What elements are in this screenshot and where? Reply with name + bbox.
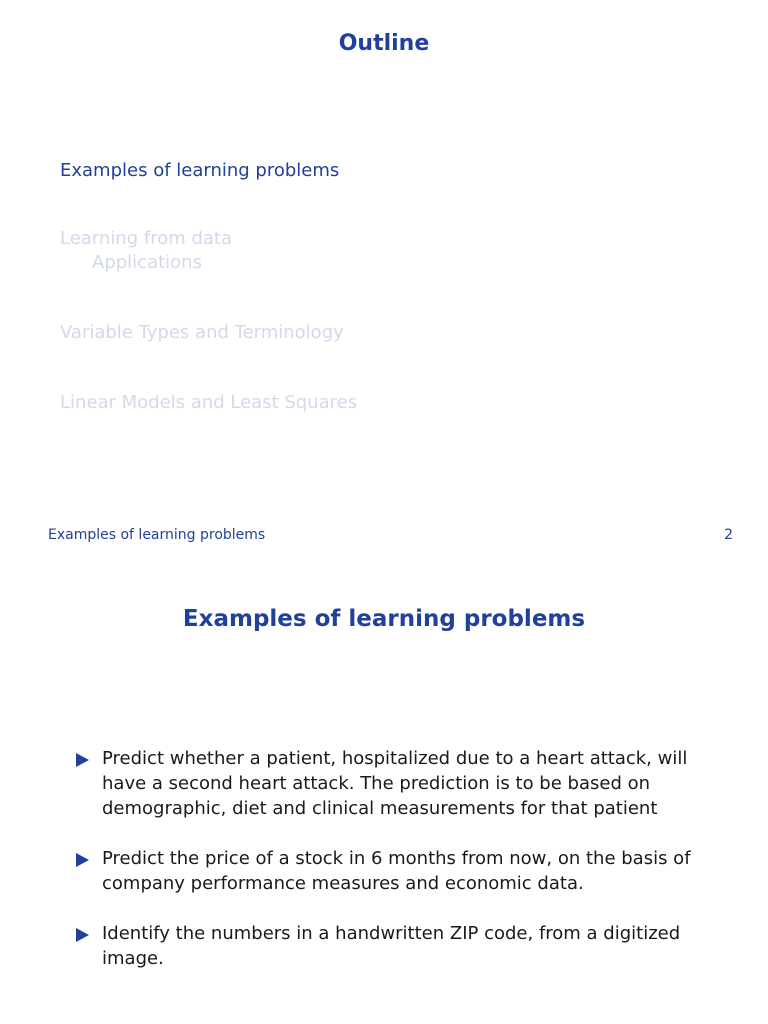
outline-title: Outline — [338, 31, 430, 56]
toc-item-label: Learning from data — [60, 228, 233, 249]
triangle-bullet-icon — [76, 928, 89, 942]
slide-title: Examples of learning problems — [182, 606, 586, 632]
triangle-bullet-icon — [76, 853, 89, 867]
slide-footer — [48, 527, 733, 543]
toc-subitem-applications: Applications — [92, 252, 202, 273]
page-number: 2 — [724, 527, 733, 543]
bullet-text: Predict the price of a stock in 6 months from now, on the basis of company performance measures and economic data. — [102, 848, 691, 894]
toc-item-examples: Examples of learning problems — [60, 160, 340, 181]
bullet-text: Predict whether a patient, hospitalized due to a heart attack, will have a second heart attack. The prediction is to be based on demographic, diet and clinical measurements for that patient — [102, 748, 688, 819]
footer-section-title: Examples of learning problems — [48, 527, 266, 543]
toc-item-variable-types: Variable Types and Terminology — [60, 322, 344, 343]
bullet-list — [76, 746, 716, 996]
triangle-bullet-icon — [76, 753, 89, 767]
toc-item-linear-models: Linear Models and Least Squares — [60, 392, 358, 413]
list-item — [76, 846, 716, 896]
list-item — [76, 746, 716, 821]
bullet-text: Identify the numbers in a handwritten ZIP code, from a digitized image. — [102, 923, 681, 969]
toc-item-learning-from-data — [60, 227, 232, 275]
list-item — [76, 921, 716, 971]
